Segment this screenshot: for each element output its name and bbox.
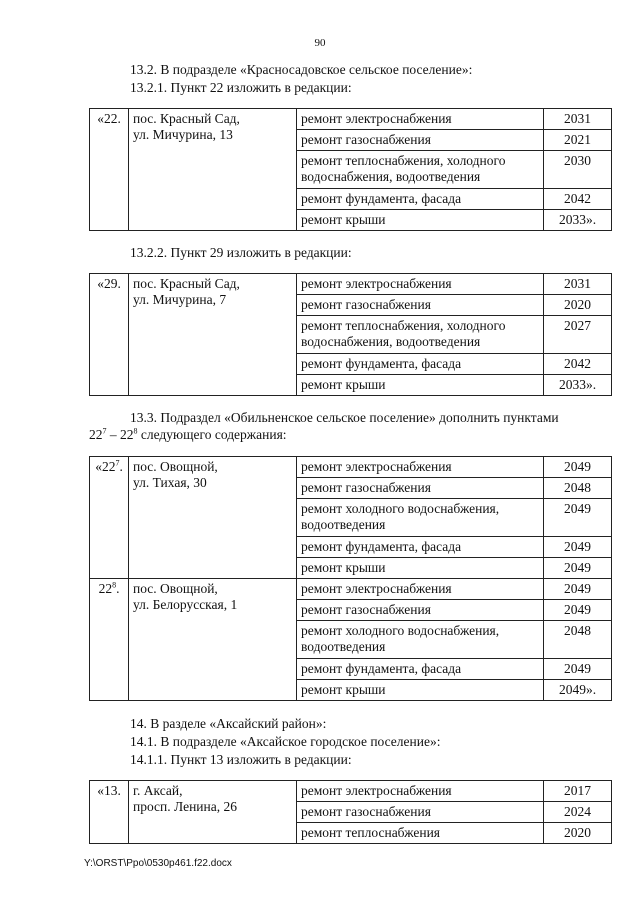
- year-cell: 2049: [544, 457, 612, 478]
- table-item-22: [89, 108, 612, 231]
- year-cell: 2020: [544, 823, 612, 844]
- address-line: пос. Красный Сад,: [133, 111, 240, 126]
- address-cell: [129, 579, 297, 701]
- work-cell: ремонт электроснабжения: [297, 579, 544, 600]
- work-cell: ремонт крыши: [297, 558, 544, 579]
- item-number-main: «22: [95, 459, 116, 474]
- year-cell: 2049: [544, 659, 612, 680]
- year-cell: 2049: [544, 537, 612, 558]
- table-item-29: [89, 273, 612, 396]
- item-number: [90, 457, 129, 579]
- footer-file-path: Y:\ORST\Ppo\0530p461.f22.docx: [84, 858, 232, 869]
- work-cell: ремонт фундамента, фасада: [297, 354, 544, 375]
- year-cell: 2049».: [544, 680, 612, 701]
- address-line: ул. Белорусская, 1: [133, 597, 238, 612]
- year-cell: 2033».: [544, 375, 612, 396]
- item-number-sup: 8: [112, 580, 117, 590]
- address-line: ул. Мичурина, 7: [133, 292, 227, 307]
- year-cell: 2049: [544, 600, 612, 621]
- work-cell: ремонт электроснабжения: [297, 109, 544, 130]
- year-cell: 2024: [544, 802, 612, 823]
- paragraph-13-2-1: 13.2.1. Пункт 22 изложить в редакции:: [130, 80, 352, 95]
- work-cell: ремонт газоснабжения: [297, 295, 544, 316]
- paragraph-14: 14. В разделе «Аксайский район»:: [130, 716, 327, 731]
- item-number: «29.: [90, 274, 129, 396]
- range-end-sup: 8: [133, 426, 138, 436]
- year-cell: 2042: [544, 354, 612, 375]
- year-cell: 2048: [544, 478, 612, 499]
- table-row: [90, 457, 612, 478]
- address-cell: [129, 457, 297, 579]
- paragraph-13-3: 13.3. Подраздел «Обильненское сельское поселение» дополнить пунктами: [130, 410, 559, 425]
- work-cell: ремонт теплоснабжения: [297, 823, 544, 844]
- work-cell: ремонт газоснабжения: [297, 478, 544, 499]
- year-cell: 2031: [544, 109, 612, 130]
- table-item-13: [89, 780, 612, 844]
- year-cell: 2049: [544, 558, 612, 579]
- work-cell: ремонт фундамента, фасада: [297, 189, 544, 210]
- work-cell: ремонт крыши: [297, 680, 544, 701]
- year-cell: 2031: [544, 274, 612, 295]
- year-cell: 2020: [544, 295, 612, 316]
- item-number-sup: 7: [115, 458, 120, 468]
- item-number: «13.: [90, 781, 129, 844]
- address-cell: [129, 274, 297, 396]
- work-cell: ремонт холодного водоснабжения, водоотведения: [297, 499, 544, 537]
- work-cell: ремонт крыши: [297, 375, 544, 396]
- work-cell: ремонт газоснабжения: [297, 600, 544, 621]
- work-cell: ремонт крыши: [297, 210, 544, 231]
- address-line: ул. Тихая, 30: [133, 475, 207, 490]
- address-line: ул. Мичурина, 13: [133, 127, 233, 142]
- table-row: [90, 274, 612, 295]
- paragraph-13-2: 13.2. В подразделе «Красносадовское сельское поселение»:: [130, 62, 473, 77]
- item-number-suffix: .: [119, 459, 123, 474]
- work-cell: ремонт газоснабжения: [297, 130, 544, 151]
- paragraph-14-1-1: 14.1.1. Пункт 13 изложить в редакции:: [130, 752, 352, 767]
- page-number: 90: [314, 37, 326, 49]
- range-dash: – 22: [106, 427, 134, 442]
- year-cell: 2049: [544, 579, 612, 600]
- work-cell: ремонт электроснабжения: [297, 274, 544, 295]
- work-cell: ремонт газоснабжения: [297, 802, 544, 823]
- range-rest: следующего содержания:: [137, 427, 287, 442]
- work-cell: ремонт фундамента, фасада: [297, 659, 544, 680]
- work-cell: ремонт электроснабжения: [297, 457, 544, 478]
- address-line: пос. Красный Сад,: [133, 276, 240, 291]
- year-cell: 2048: [544, 621, 612, 659]
- paragraph-13-3-cont: [89, 427, 287, 443]
- paragraph-14-1: 14.1. В подразделе «Аксайское городское поселение»:: [130, 734, 441, 749]
- work-cell: ремонт холодного водоснабжения, водоотведения: [297, 621, 544, 659]
- address-cell: [129, 781, 297, 844]
- work-cell: ремонт фундамента, фасада: [297, 537, 544, 558]
- year-cell: 2049: [544, 499, 612, 537]
- address-line: г. Аксай,: [133, 783, 183, 798]
- year-cell: 2033».: [544, 210, 612, 231]
- item-number: [90, 579, 129, 701]
- work-cell: ремонт теплоснабжения, холодного водоснабжения, водоотведения: [297, 316, 544, 354]
- address-line: просп. Ленина, 26: [133, 799, 237, 814]
- address-line: пос. Овощной,: [133, 581, 218, 596]
- item-number-suffix: .: [116, 581, 120, 596]
- item-number-main: 22: [98, 581, 113, 596]
- table-row: [90, 109, 612, 130]
- range-start-sup: 7: [102, 426, 107, 436]
- table-items-22-7-22-8: [89, 456, 612, 701]
- address-cell: [129, 109, 297, 231]
- year-cell: 2030: [544, 151, 612, 189]
- table-row: [90, 579, 612, 600]
- work-cell: ремонт электроснабжения: [297, 781, 544, 802]
- table-row: [90, 781, 612, 802]
- address-line: пос. Овощной,: [133, 459, 218, 474]
- year-cell: 2027: [544, 316, 612, 354]
- year-cell: 2017: [544, 781, 612, 802]
- paragraph-13-2-2: 13.2.2. Пункт 29 изложить в редакции:: [130, 245, 352, 260]
- item-number: «22.: [90, 109, 129, 231]
- year-cell: 2042: [544, 189, 612, 210]
- range-start: 22: [89, 427, 103, 442]
- work-cell: ремонт теплоснабжения, холодного водоснабжения, водоотведения: [297, 151, 544, 189]
- year-cell: 2021: [544, 130, 612, 151]
